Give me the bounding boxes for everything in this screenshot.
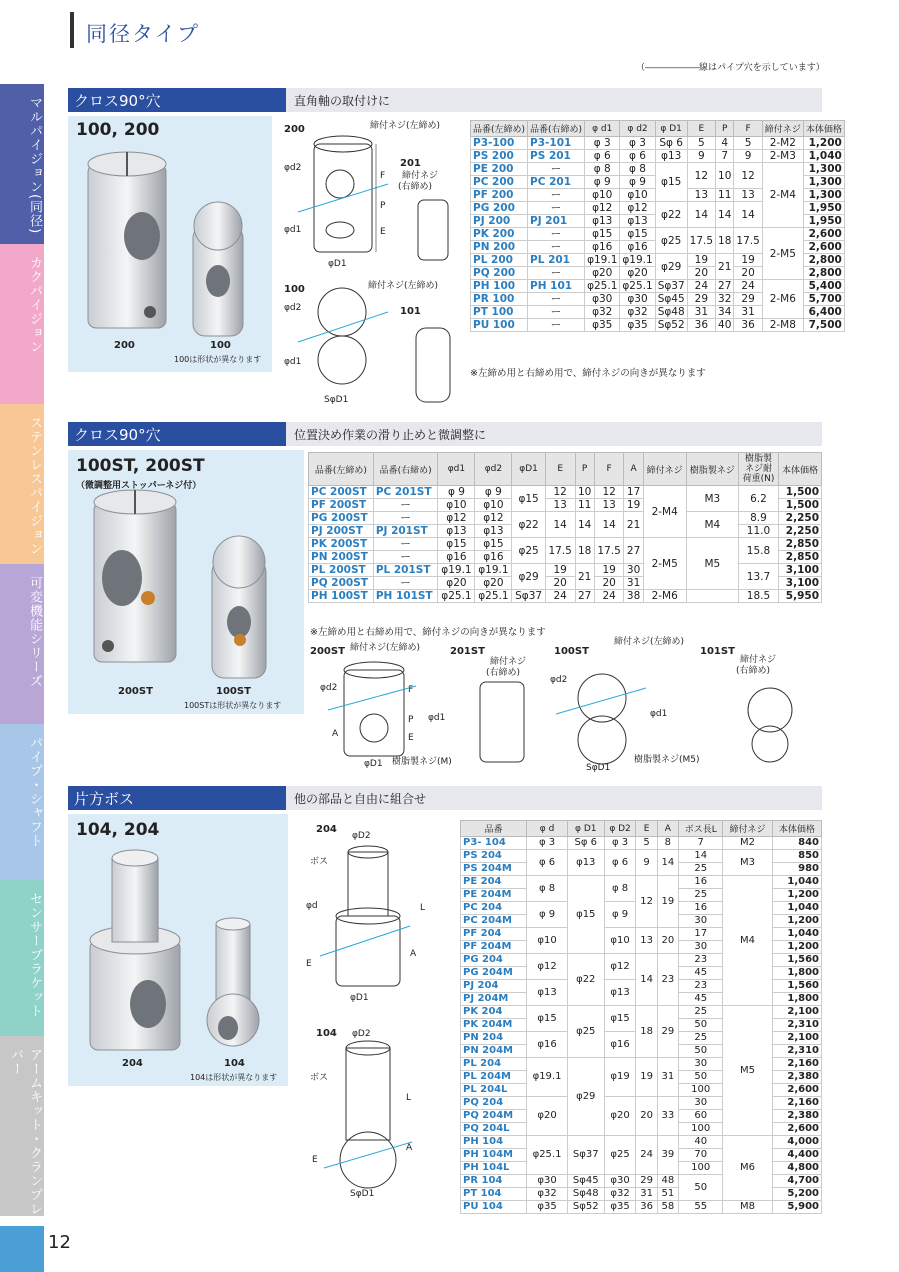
- label-E: E: [380, 227, 386, 237]
- table-row: PQ 204L 100 2,600: [461, 1123, 822, 1136]
- label-phi-d2: φd2: [284, 163, 302, 173]
- table-row: PS 204M 25 980: [461, 863, 822, 876]
- label-boss: ボス: [310, 857, 329, 867]
- table-row: PL 204M 50 2,380: [461, 1071, 822, 1084]
- photo-caption-200st: 200ST: [118, 686, 153, 697]
- table-row: PJ 204 φ13 φ13 23 1,560: [461, 980, 822, 993]
- table-row: PU 100 ー φ35 φ35 Sφ52 36 40 36 2-M8 7,500: [471, 319, 845, 332]
- product-photo-panel: [68, 116, 272, 372]
- label-phi-D1: φD1: [364, 759, 383, 769]
- page-number: 12: [48, 1232, 71, 1253]
- table-row: PR 100 ー φ30 φ30 Sφ45 29 32 29 5,700: [471, 293, 845, 306]
- label-screw-left-100: 締付ネジ(左締め): [368, 281, 439, 291]
- photo-caption-note: 100は形状が異なります: [174, 355, 262, 364]
- section-header-cross90: [68, 88, 822, 112]
- dimension-drawing-cross90-st: [308, 636, 822, 776]
- title-bar: [70, 12, 74, 48]
- table-row: PH 100 PH 101 φ25.1 φ25.1 Sφ37 24 27 24 2-M6 5,400: [471, 280, 845, 293]
- label-E: E: [306, 959, 312, 969]
- photo-caption-100: 100: [210, 340, 231, 351]
- table-row: PT 104 φ32 Sφ48 φ32 31 51 5,200: [461, 1188, 822, 1201]
- photo-caption-200: 200: [114, 340, 135, 351]
- model-name: 100, 200: [76, 120, 160, 140]
- label-phi-D2-104: φD2: [352, 1029, 371, 1039]
- label-E-104: E: [312, 1155, 318, 1165]
- table-row: PQ 204M 60 2,380: [461, 1110, 822, 1123]
- label-L-104: L: [406, 1093, 412, 1103]
- product-photo: [68, 814, 288, 1086]
- label-F: F: [380, 171, 386, 181]
- table-row: PN 200 ー φ16 φ16 2,600: [471, 241, 845, 254]
- table-row: PG 204M 45 1,800: [461, 967, 822, 980]
- label-sphi-D1: SφD1: [586, 763, 611, 773]
- table-row: PG 200ST ー φ12 φ12 φ22 14 14 14 21 M4 8.9 2,250: [309, 512, 822, 525]
- table-row: PE 204M 25 1,200: [461, 889, 822, 902]
- table-row: PL 200 PL 201 φ19.1 φ19.1 φ29 19 21 19 2,800: [471, 254, 845, 267]
- table-row: PG 200 ー φ12 φ12 φ22 14 14 14 1,950: [471, 202, 845, 215]
- label-P: P: [408, 715, 414, 725]
- page-number-block: [0, 1226, 44, 1272]
- label-101: 101: [400, 306, 421, 317]
- table-row: PK 200 ー φ15 φ15 φ25 17.5 18 17.5 2-M5 2,600: [471, 228, 845, 241]
- table-row: PF 204M 30 1,200: [461, 941, 822, 954]
- label-201st: 201ST: [450, 646, 485, 657]
- table-row: PC 204M 30 1,200: [461, 915, 822, 928]
- table-row: PG 204 φ12 φ22 φ12 14 23 23 1,560: [461, 954, 822, 967]
- section-tag: 片方ボス: [68, 786, 286, 810]
- table-row: PJ 200ST PJ 201ST φ13 φ13 11.0 2,250: [309, 525, 822, 538]
- label-P: P: [380, 201, 386, 211]
- photo-caption-100st: 100ST: [216, 686, 251, 697]
- photo-caption-note: 104は形状が異なります: [190, 1073, 278, 1082]
- table-row: P3-100 P3-101 φ 3 φ 3 Sφ 6 5 4 5 2-M2 1,200: [471, 137, 845, 150]
- dimension-drawing-cross90: [278, 116, 468, 406]
- table-row: PC 200ST PC 201ST φ 9 φ 9 φ15 12 10 12 17 2-M4 M3 6.2 1,500: [309, 486, 822, 499]
- table-row: PF 200 ー φ10 φ10 13 11 13 1,300: [471, 189, 845, 202]
- label-screw-right-2: (右締め): [486, 668, 521, 678]
- label-screw-right-101-1: 締付ネジ: [740, 655, 777, 665]
- product-photo-panel: [68, 814, 288, 1086]
- section-subtitle: 直角軸の取付けに: [294, 94, 391, 108]
- label-A: A: [410, 949, 417, 959]
- label-phi-d2-100: φd2: [284, 303, 302, 313]
- table-row: PN 204M 50 2,310: [461, 1045, 822, 1058]
- section-tag: クロス90°穴: [68, 422, 286, 446]
- section-header-single-boss: [68, 786, 822, 810]
- table-row: PS 204 φ 6 φ13 φ 6 9 14 14 M3 850: [461, 850, 822, 863]
- table-row: PH 104L 100 4,800: [461, 1162, 822, 1175]
- label-F: F: [408, 685, 414, 695]
- label-200st: 200ST: [310, 646, 345, 657]
- sidebar-tab-pipe-shaft[interactable]: パイプ・シャフト: [0, 724, 44, 880]
- table-header-row: 品番(左締め) 品番(右締め) φ d1 φ d2 φ D1 E P F 締付ネジ 本体価格: [471, 121, 845, 137]
- label-boss-104: ボス: [310, 1073, 329, 1083]
- table-row: PC 200 PC 201 φ 9 φ 9 1,300: [471, 176, 845, 189]
- sidebar-tab-kakupaijon[interactable]: カクパイジョン: [0, 244, 44, 404]
- table-row: PJ 204M 45 1,800: [461, 993, 822, 1006]
- table-row: PL 204L 100 2,600: [461, 1084, 822, 1097]
- label-screw-right-2: (右締め): [398, 182, 433, 192]
- label-100: 100: [284, 284, 305, 295]
- sidebar-tab-arm-kit[interactable]: アームキット・クランプレバー: [0, 1036, 44, 1216]
- label-201: 201: [400, 158, 421, 169]
- table-row: PL 204 φ19.1 φ29 φ19 19 31 30 2,160: [461, 1058, 822, 1071]
- table-row: PE 200 ー φ 8 φ 8 φ15 12 10 12 2-M4 1,300: [471, 163, 845, 176]
- table-header-row: 品番 φ d φ D1 φ D2 E A ボス長L 締付ネジ 本体価格: [461, 821, 822, 837]
- section-tag: クロス90°穴: [68, 88, 286, 112]
- label-sphi-D1: SφD1: [324, 395, 349, 405]
- label-204: 204: [316, 824, 337, 835]
- spec-table-single-boss: [460, 820, 822, 1214]
- table-row: PQ 200ST ー φ20 φ20 20 20 31 3,100: [309, 577, 822, 590]
- spec-table-cross90: [470, 120, 845, 332]
- label-phi-d: φd: [306, 901, 318, 911]
- model-name: 104, 204: [76, 820, 160, 840]
- label-screw-right-1: 締付ネジ: [402, 171, 439, 181]
- label-phi-d2: φd2: [320, 683, 338, 693]
- table-row: PK 200ST ー φ15 φ15 φ25 17.5 18 17.5 27 2-M5 M5 15.8 2,850: [309, 538, 822, 551]
- page-title: 同径タイプ: [86, 22, 200, 46]
- table-row: PU 104 φ35 Sφ52 φ35 36 58 55 M8 5,900: [461, 1201, 822, 1214]
- photo-caption-104: 104: [224, 1058, 245, 1069]
- table-header-row: 品番(左締め) 品番(右締め) φd1 φd2 φD1 E P F A 締付ネジ 樹脂製ネジ 樹脂製ネジ耐荷重(N) 本体価格: [309, 453, 822, 486]
- label-resin-screw: 樹脂製ネジ(M): [392, 757, 452, 767]
- label-phi-d1-100: φd1: [284, 357, 302, 367]
- label-sphi-D1: SφD1: [350, 1189, 375, 1199]
- sidebar-tab-sensor-bracket[interactable]: センサーブラケット: [0, 880, 44, 1036]
- model-subtitle: （微調整用ストッパーネジ付）: [76, 481, 202, 491]
- label-phi-d1-100: φd1: [650, 709, 668, 719]
- label-E: E: [408, 733, 414, 743]
- label-phi-D1: φD1: [350, 993, 369, 1003]
- label-screw-left: 締付ネジ(左締め): [370, 121, 441, 131]
- table-row: PH 104M 70 4,400: [461, 1149, 822, 1162]
- label-100st: 100ST: [554, 646, 589, 657]
- table-note: ※左締め用と右締め用で、締付ネジの向きが異なります: [470, 368, 706, 379]
- section-subtitle: 他の部品と自由に組合せ: [294, 792, 427, 806]
- label-101st: 101ST: [700, 646, 735, 657]
- product-photo: [68, 116, 272, 372]
- section-header-cross90-st: [68, 422, 822, 446]
- table-row: PN 204 φ16 φ16 25 2,100: [461, 1032, 822, 1045]
- label-104: 104: [316, 1028, 337, 1039]
- sidebar-tab-stainless[interactable]: ステンレスパイジョン: [0, 404, 44, 564]
- sidebar-tab-variable[interactable]: 可変機能シリーズ: [0, 564, 44, 724]
- table-row: PR 104 φ30 Sφ45 φ30 29 48 50 4,700: [461, 1175, 822, 1188]
- section-subtitle: 位置決め作業の滑り止めと微調整に: [294, 428, 487, 442]
- label-phi-d2-100: φd2: [550, 675, 568, 685]
- table-row: PS 200 PS 201 φ 6 φ 6 φ13 9 7 9 2-M3 1,040: [471, 150, 845, 163]
- photo-caption-204: 204: [122, 1058, 143, 1069]
- table-row: PK 204M 50 2,310: [461, 1019, 822, 1032]
- label-phi-d1: φd1: [428, 713, 446, 723]
- model-name: 100ST, 200ST: [76, 456, 205, 476]
- label-phi-D2: φD2: [352, 831, 371, 841]
- label-A: A: [332, 729, 339, 739]
- label-screw-right-101-2: (右締め): [736, 666, 771, 676]
- table-row: PF 204 φ10 φ10 13 20 17 1,040: [461, 928, 822, 941]
- label-200: 200: [284, 124, 305, 135]
- table-row: P3- 104 φ 3 Sφ 6 φ 3 5 8 7 M2 840: [461, 837, 822, 850]
- label-phi-D1: φD1: [328, 259, 347, 269]
- table-row: PQ 204 φ20 φ20 20 33 30 2,160: [461, 1097, 822, 1110]
- pipe-line-note: （――――――線はパイプ穴を示しています）: [636, 63, 825, 73]
- photo-caption-note: 100STは形状が異なります: [184, 701, 282, 710]
- label-phi-d1: φd1: [284, 225, 302, 235]
- table-row: PT 100 ー φ32 φ32 Sφ48 31 34 31 6,400: [471, 306, 845, 319]
- table-row: PH 104 φ25.1 Sφ37 φ25 24 39 40 M6 4,000: [461, 1136, 822, 1149]
- table-row: PC 204 φ 9 φ 9 16 1,040: [461, 902, 822, 915]
- table-row: PQ 200 ー φ20 φ20 20 20 2,800: [471, 267, 845, 280]
- spec-table-cross90-st: [308, 452, 822, 603]
- table-row: PL 200ST PL 201ST φ19.1 φ19.1 φ29 19 21 19 30 13.7 3,100: [309, 564, 822, 577]
- table-row: PH 100ST PH 101ST φ25.1 φ25.1 Sφ37 24 27 24 38 2-M6 18.5 5,950: [309, 590, 822, 603]
- label-resin-screw-m5: 樹脂製ネジ(M5): [634, 755, 700, 765]
- table-row: PJ 200 PJ 201 φ13 φ13 1,950: [471, 215, 845, 228]
- label-screw-left: 締付ネジ(左締め): [350, 643, 421, 653]
- label-A-104: A: [406, 1143, 413, 1153]
- table-row: PK 204 φ15 φ25 φ15 18 29 25 M5 2,100: [461, 1006, 822, 1019]
- dimension-drawing-single-boss: [300, 816, 456, 1206]
- table-row: PN 200ST ー φ16 φ16 2,850: [309, 551, 822, 564]
- table-row: PE 204 φ 8 φ15 φ 8 12 19 16 M4 1,040: [461, 876, 822, 889]
- table-row: PF 200ST ー φ10 φ10 13 11 13 19 1,500: [309, 499, 822, 512]
- label-screw-right-1: 締付ネジ: [490, 657, 527, 667]
- sidebar-tab-marupaijon[interactable]: マルパイジョン(同径): [0, 84, 44, 244]
- label-screw-left-100: 締付ネジ(左締め): [614, 637, 685, 647]
- label-L: L: [420, 903, 426, 913]
- table-note: ※左締め用と右締め用で、締付ネジの向きが異なります: [310, 627, 546, 638]
